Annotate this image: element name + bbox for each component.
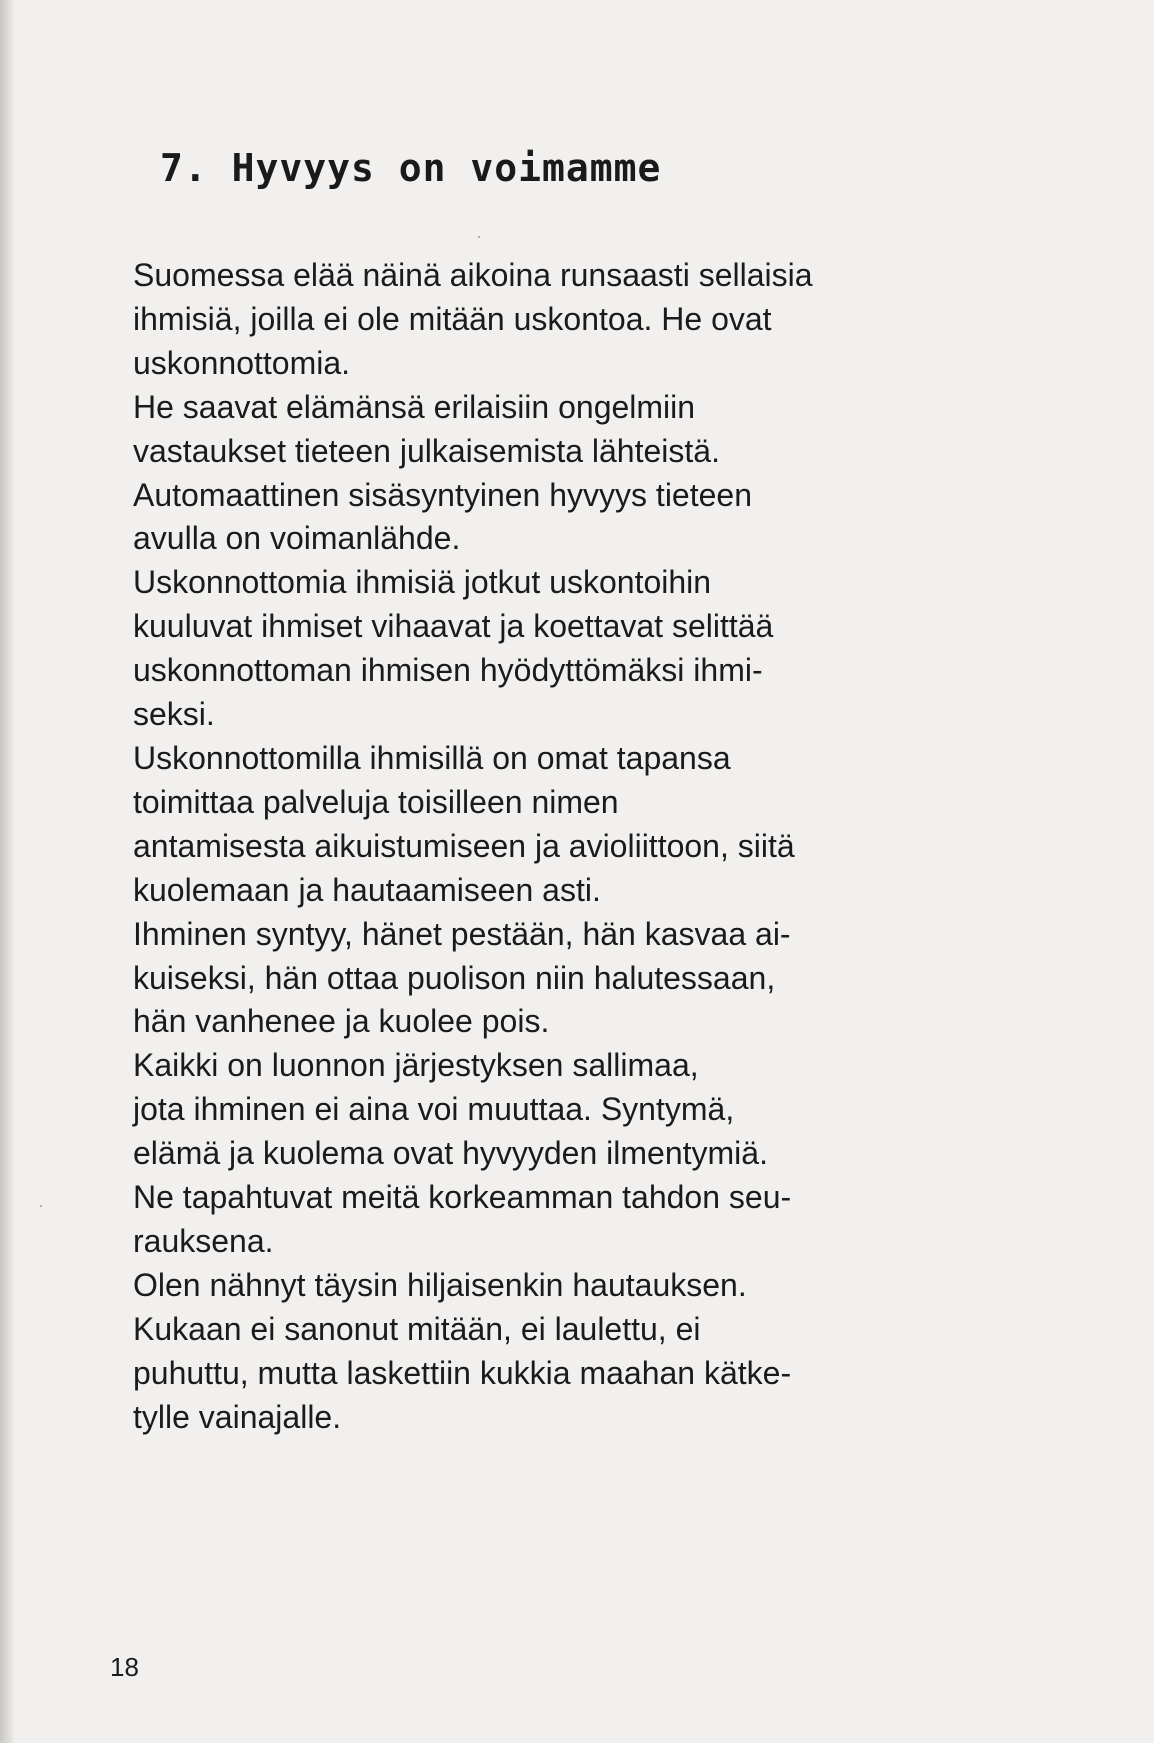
text-line: Ihminen syntyy, hänet pestään, hän kasvaa ai- xyxy=(133,915,791,952)
text-line: rauksena. xyxy=(133,1222,274,1259)
paper-speck xyxy=(40,1205,42,1207)
body-text xyxy=(133,254,953,1439)
text-line: tylle vainajalle. xyxy=(133,1398,342,1435)
text-line: kuuluvat ihmiset vihaavat ja koettavat selittää xyxy=(133,608,774,645)
text-line: ihmisiä, joilla ei ole mitään uskontoa. He ovat xyxy=(133,300,772,337)
text-line: avulla on voimanlähde. xyxy=(133,520,461,557)
text-line: Ne tapahtuvat meitä korkeamman tahdon seu- xyxy=(133,1179,792,1216)
text-line: hän vanhenee ja kuolee pois. xyxy=(133,1003,550,1040)
text-line: Automaattinen sisäsyntyinen hyvyys tieteen xyxy=(133,476,752,513)
chapter-heading: 7. Hyvyys on voimamme xyxy=(160,146,662,190)
page-binding-edge xyxy=(0,0,14,1743)
text-line: uskonnottoman ihmisen hyödyttömäksi ihmi- xyxy=(133,652,763,689)
text-line: He saavat elämänsä erilaisiin ongelmiin xyxy=(133,388,696,425)
text-line: Uskonnottomilla ihmisillä on omat tapansa xyxy=(133,739,731,776)
text-line: puhuttu, mutta laskettiin kukkia maahan kätke- xyxy=(133,1354,792,1391)
page-number: 18 xyxy=(110,1652,139,1682)
text-line: uskonnottomia. xyxy=(133,344,351,381)
text-line: vastaukset tieteen julkaisemista lähteistä. xyxy=(133,432,720,469)
text-line: antamisesta aikuistumiseen ja avioliittoon, siitä xyxy=(133,827,795,864)
text-line: jota ihminen ei aina voi muuttaa. Syntymä, xyxy=(133,1091,735,1128)
text-line: Suomessa elää näinä aikoina runsaasti sellaisia xyxy=(133,257,813,293)
text-line: Kukaan ei sanonut mitään, ei laulettu, ei xyxy=(133,1310,701,1347)
text-line: kuiseksi, hän ottaa puolison niin halutessaan, xyxy=(133,959,776,996)
text-line: Uskonnottomia ihmisiä jotkut uskontoihin xyxy=(133,564,712,601)
text-line: toimittaa palveluja toisilleen nimen xyxy=(133,783,619,820)
paper-speck xyxy=(478,236,480,238)
text-line: elämä ja kuolema ovat hyvyyden ilmentymiä. xyxy=(133,1135,768,1172)
text-line: kuolemaan ja hautaamiseen asti. xyxy=(133,871,601,908)
text-line: Kaikki on luonnon järjestyksen sallimaa, xyxy=(133,1047,699,1084)
text-line: Olen nähnyt täysin hiljaisenkin hautauksen. xyxy=(133,1266,747,1303)
text-line: seksi. xyxy=(133,696,215,733)
